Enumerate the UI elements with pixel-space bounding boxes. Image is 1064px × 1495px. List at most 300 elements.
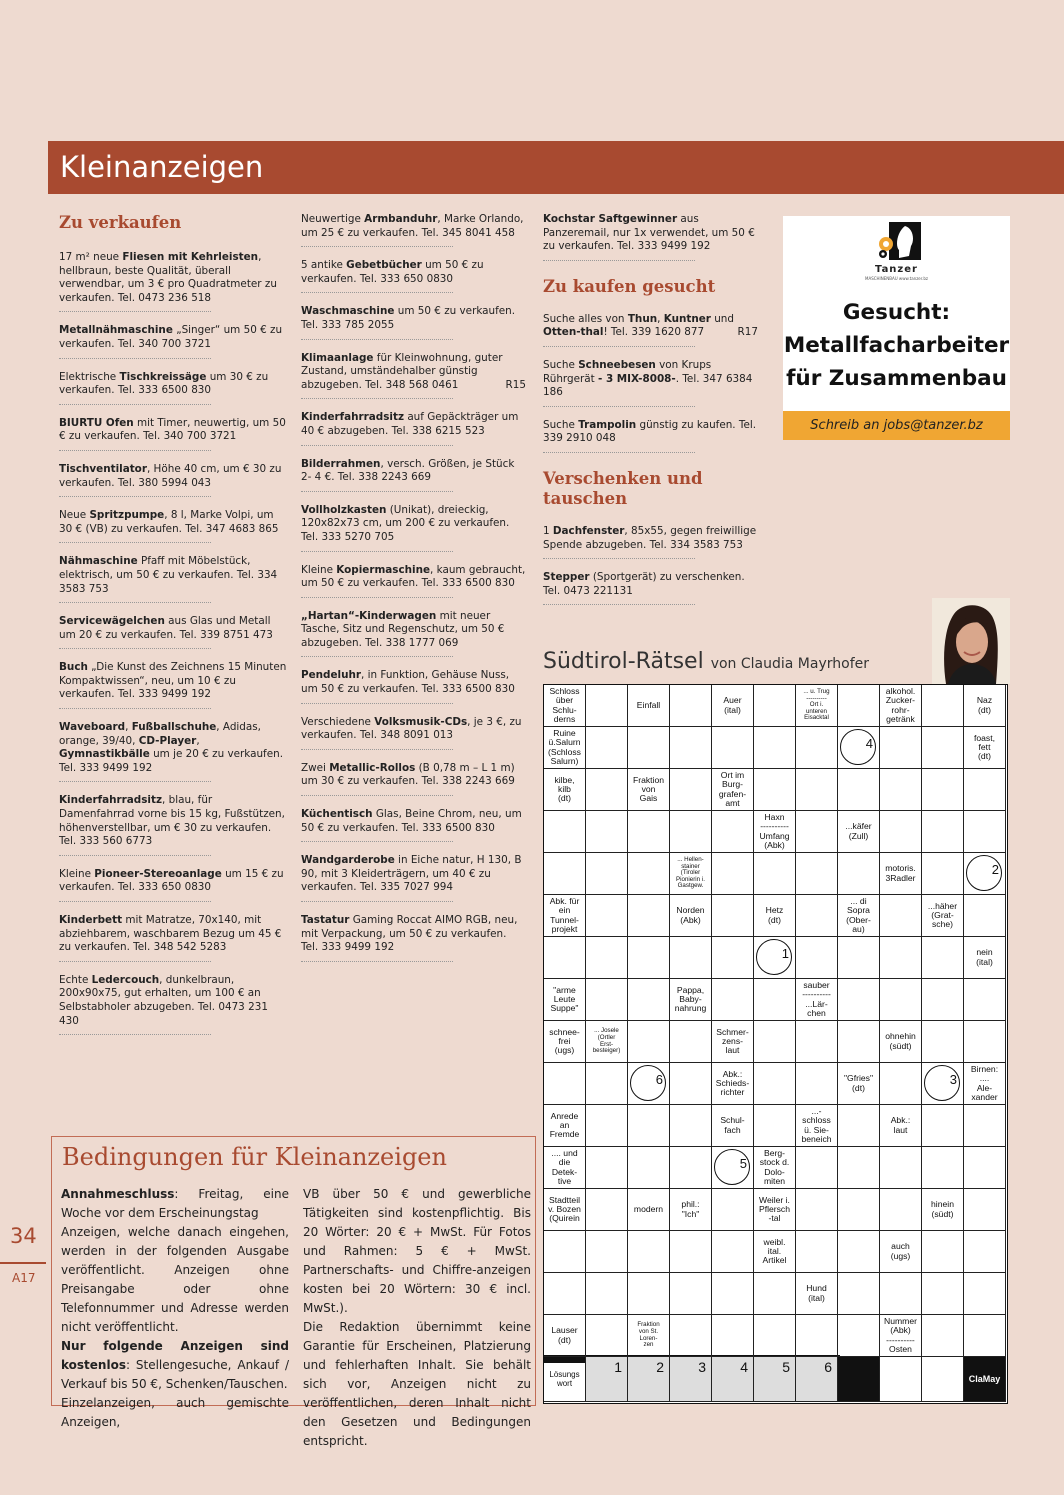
ad-text: 5 antike Gebetbücher um 50 € zu verkaufen. Tel. 333 650 0830 xyxy=(301,259,484,285)
solution-marker-number: 5 xyxy=(739,1156,747,1171)
ad-text: Zwei Metallic-Rollos (B 0,78 m – L 1 m) um 30 € zu verkaufen. Tel. 338 2243 669 xyxy=(301,761,515,788)
puzzle-name: Südtirol-Rätsel xyxy=(543,649,704,674)
crossword-cell[interactable] xyxy=(796,853,838,895)
ad-text: Tischventilator, Höhe 40 cm, um € 30 zu verkaufen. Tel. 380 5994 043 xyxy=(59,462,282,489)
crossword-cell[interactable] xyxy=(586,811,628,853)
solution-cell[interactable] xyxy=(754,1357,796,1402)
crossword-cell[interactable] xyxy=(628,811,670,853)
classified-ad xyxy=(301,808,522,842)
puzzle-author: von Claudia Mayrhofer xyxy=(710,656,869,672)
classified-ad xyxy=(301,213,524,247)
crossword-clue: schnee- frei (ugs) xyxy=(544,1021,586,1063)
crossword-cell[interactable] xyxy=(628,1063,670,1105)
classified-ad xyxy=(59,661,287,709)
crossword-cell[interactable] xyxy=(880,811,922,853)
classified-ad xyxy=(59,509,279,543)
solution-marker xyxy=(924,1065,960,1101)
solution-marker xyxy=(756,939,792,975)
crossword-clue: Auer (ital) xyxy=(712,685,754,727)
ad-list xyxy=(543,525,765,605)
crossword-clue: motoris. 3Radler xyxy=(880,853,922,895)
crossword-cell[interactable] xyxy=(670,1063,712,1105)
crossword-cell[interactable] xyxy=(628,1231,670,1273)
ads-column-3 xyxy=(543,213,765,617)
crossword-cell[interactable] xyxy=(670,769,712,811)
crossword-cell[interactable] xyxy=(586,1273,628,1315)
ad-text: 17 m² neue Fliesen mit Kehrleisten, hellbraun, beste Qualität, überall verwendbar, um 3 € pro Quadratmeter zu verkaufen. Tel. 0473 236 518 xyxy=(59,251,277,304)
crossword-cell[interactable] xyxy=(628,937,670,979)
classified-ad xyxy=(301,411,519,445)
job-headline: Gesucht: Metallfacharbeiter für Zusammenbau xyxy=(783,300,1010,391)
crossword-clue: Berg- stock d. Dolo- miten xyxy=(754,1147,796,1189)
crossword-cell[interactable] xyxy=(628,853,670,895)
classified-ad xyxy=(301,761,515,796)
puzzle-title xyxy=(543,649,869,674)
crossword-cell[interactable] xyxy=(754,1063,796,1105)
crossword-cell[interactable] xyxy=(544,1063,586,1105)
crossword-clue: Naz (dt) xyxy=(964,685,1006,727)
solution-blank xyxy=(922,1357,964,1402)
crossword-cell[interactable] xyxy=(964,895,1006,937)
crossword-cell[interactable] xyxy=(754,937,796,979)
ad-list xyxy=(59,251,289,1035)
classified-ad xyxy=(301,715,522,750)
crossword-cell[interactable] xyxy=(670,1315,712,1357)
job-contact-bar[interactable]: Schreib an jobs@tanzer.bz xyxy=(783,411,1010,440)
solution-cell[interactable] xyxy=(628,1357,670,1402)
ad-text: Suche Trampolin günstig zu kaufen. Tel. 339 2910 048 xyxy=(543,418,757,445)
crossword-cell[interactable] xyxy=(838,979,880,1021)
crossword-clue: Ort im Burg- grafen- amt xyxy=(712,769,754,811)
heading-zu-kaufen: Zu kaufen gesucht xyxy=(543,276,716,296)
ad-text: Metallnähmaschine „Singer“ um 50 € zu verkaufen. Tel. 340 700 3721 xyxy=(59,324,283,350)
crossword-cell[interactable] xyxy=(838,937,880,979)
crossword-cell[interactable] xyxy=(754,979,796,1021)
crossword-cell[interactable] xyxy=(670,1231,712,1273)
classified-ad xyxy=(543,524,757,559)
crossword-cell[interactable] xyxy=(922,811,964,853)
ad-text: BIURTU Ofen mit Timer, neuwertig, um 50 € zu verkaufen. Tel. 340 700 3721 xyxy=(59,416,286,443)
crossword-clue: weibl. ital. Artikel xyxy=(754,1231,796,1273)
crossword-cell[interactable] xyxy=(670,937,712,979)
crossword-cell[interactable] xyxy=(922,1147,964,1189)
crossword-cell[interactable] xyxy=(964,1021,1006,1063)
classified-ad xyxy=(59,462,282,497)
solution-marker xyxy=(966,855,1002,891)
crossword-cell[interactable] xyxy=(754,685,796,727)
crossword-cell[interactable] xyxy=(544,1231,586,1273)
crossword-cell[interactable] xyxy=(880,1189,922,1231)
solution-marker-number: 6 xyxy=(655,1072,663,1087)
classified-ad xyxy=(59,615,273,649)
ad-text: Kochstar Saftgewinner aus Panzeremail, nur 1x verwendet, um 50 € zu verkaufen. Tel. 333 9499 192 xyxy=(543,213,755,253)
solution-marker xyxy=(714,1149,750,1185)
crossword-cell[interactable] xyxy=(586,1315,628,1357)
crossword-grid[interactable] xyxy=(543,684,1008,1404)
crossword-clue: Abk. für ein Tunnel- projekt xyxy=(544,895,586,937)
crossword-clue: Hetz (dt) xyxy=(754,895,796,937)
crossword-cell[interactable] xyxy=(838,685,880,727)
crossword-cell[interactable] xyxy=(670,1021,712,1063)
crossword-cell[interactable] xyxy=(586,1063,628,1105)
ad-text: Neuwertige Armbanduhr, Marke Orlando, um 25 € zu verkaufen. Tel. 345 8041 458 xyxy=(301,213,524,239)
conditions-title: Bedingungen für Kleinanzeigen xyxy=(62,1143,447,1171)
crossword-cell[interactable] xyxy=(796,769,838,811)
conditions-text-left: Annahmeschluss: Freitag, eine Woche vor dem Erscheinungstag Anzeigen, welche danach eingehen, werden in der folgenden Ausgabe veröffentlicht. Anzeigen ohne Preisangabe oder ohne Telefonnummer und Adresse werden nicht veröffentlicht. Nur folgende Anzeigen sind kostenlos: Stellengesuche, Ankauf / Verkauf bis 50 €, Schenken/Tauschen. Einzelanzeigen, auch gemischte Anzeigen, xyxy=(61,1187,289,1429)
ad-text: Verschiedene Volksmusik-CDs, je 3 €, zu verkaufen. Tel. 348 8091 013 xyxy=(301,715,522,742)
solution-number: 1 xyxy=(614,1359,622,1375)
crossword-cell[interactable] xyxy=(922,1315,964,1357)
ad-text: Tastatur Gaming Roccat AIMO RGB, neu, mit Verpackung, um 50 € zu verkaufen. Tel. 333 9499 192 xyxy=(301,914,518,954)
crossword-cell[interactable] xyxy=(838,1315,880,1357)
crossword-clue: ...käfer (Zull) xyxy=(838,811,880,853)
ad-reference: R17 xyxy=(737,326,758,339)
crossword-cell[interactable] xyxy=(712,811,754,853)
crossword-cell[interactable] xyxy=(586,685,628,727)
crossword-clue: Schmer- zens- laut xyxy=(712,1021,754,1063)
ads-column-1 xyxy=(59,213,289,1047)
crossword-clue: Hund (ital) xyxy=(796,1273,838,1315)
ad-text: Kinderfahrradsitz auf Gepäckträger um 40 € abzugeben. Tel. 338 6215 523 xyxy=(301,411,519,437)
tanzer-logo-icon xyxy=(875,222,921,264)
crossword-cell[interactable] xyxy=(880,937,922,979)
crossword-clue: Abk.: laut xyxy=(880,1105,922,1147)
crossword-cell[interactable] xyxy=(880,1063,922,1105)
ad-list xyxy=(543,213,765,261)
solution-cell[interactable] xyxy=(586,1357,628,1402)
crossword-clue: sauber ---------- ...Lär- chen xyxy=(796,979,838,1021)
job-advertisement[interactable] xyxy=(783,216,1010,440)
classified-ad xyxy=(301,259,484,293)
classified-ad xyxy=(543,358,753,407)
crossword-clue: .... und die Detek- tive xyxy=(544,1147,586,1189)
ad-text: Elektrische Tischkreissäge um 30 € zu verkaufen. Tel. 333 6500 830 xyxy=(59,370,269,397)
ad-text: Nähmaschine Pfaff mit Möbelstück, elektrisch, um 50 € zu verkaufen. Tel. 334 3583 753 xyxy=(59,555,278,595)
heading-verschenken: Verschenken und tauschen xyxy=(543,468,703,508)
crossword-clue: phil.: "Ich" xyxy=(670,1189,712,1231)
solution-marker-number: 3 xyxy=(949,1072,957,1087)
solution-marker xyxy=(630,1065,666,1101)
crossword-clue: ...häher (Grat- sche) xyxy=(922,895,964,937)
crossword-cell[interactable] xyxy=(712,853,754,895)
ad-text: Servicewägelchen aus Glas und Metall um 20 € zu verkaufen. Tel. 339 8751 473 xyxy=(59,615,273,641)
ad-text: Bilderrahmen, versch. Größen, je Stück 2- 4 €. Tel. 338 2243 669 xyxy=(301,457,515,484)
crossword-clue: ohnehin (südt) xyxy=(880,1021,922,1063)
crossword-clue: Fraktion von St. Loren- zen xyxy=(628,1315,670,1357)
crossword-cell[interactable] xyxy=(586,937,628,979)
solution-number: 6 xyxy=(824,1359,832,1375)
crossword-cell[interactable] xyxy=(796,937,838,979)
brand-subtitle: MASCHINENBAU www.tanzer.bz xyxy=(865,276,928,281)
ad-text: Kinderfahrradsitz, blau, für Damenfahrrad vorne bis 15 kg, Fußstützen, höhenverstellbar, um € 30 zu verkaufen. Tel. 333 560 6773 xyxy=(59,794,285,848)
crossword-cell[interactable] xyxy=(628,1147,670,1189)
crossword-cell[interactable] xyxy=(964,1189,1006,1231)
ad-reference: R15 xyxy=(505,378,526,391)
crossword-cell[interactable] xyxy=(880,769,922,811)
crossword-cell[interactable] xyxy=(586,853,628,895)
ad-text: Waschmaschine um 50 € zu verkaufen. Tel. 333 785 2055 xyxy=(301,305,516,331)
classified-ad xyxy=(59,324,283,358)
classified-ad xyxy=(301,503,510,552)
page-reference: A17 xyxy=(12,1271,36,1285)
crossword-cell[interactable] xyxy=(670,1105,712,1147)
crossword-clue: Fraktion von Gais xyxy=(628,769,670,811)
crossword-cell[interactable] xyxy=(628,727,670,769)
crossword-cell[interactable] xyxy=(964,1105,1006,1147)
classified-ad xyxy=(301,457,515,492)
crossword-clue: alkohol. Zucker- rohr- getränk xyxy=(880,685,922,727)
ad-text: Pendeluhr, in Funktion, Gehäuse Nuss, um 50 € zu verkaufen. Tel. 333 6500 830 xyxy=(301,669,515,696)
crossword-cell[interactable] xyxy=(670,1273,712,1315)
crossword-cell[interactable] xyxy=(628,1021,670,1063)
crossword-cell[interactable] xyxy=(796,811,838,853)
crossword-cell[interactable] xyxy=(670,811,712,853)
crossword-clue: foast, fett (dt) xyxy=(964,727,1006,769)
solution-label: Lösungs wort xyxy=(544,1357,586,1402)
classified-ad xyxy=(301,914,518,962)
classified-ad xyxy=(301,609,505,658)
page-number-rule xyxy=(0,1262,46,1264)
ad-text: Suche Schneebesen von Krups Rührgerät - 3 MIX-8008-. Tel. 347 6384 186 xyxy=(543,358,753,399)
classified-ad xyxy=(59,251,277,312)
crossword-cell[interactable] xyxy=(754,1315,796,1357)
crossword-cell[interactable] xyxy=(712,1315,754,1357)
crossword-cell[interactable] xyxy=(964,979,1006,1021)
classified-ad xyxy=(59,867,284,902)
crossword-cell[interactable] xyxy=(712,1189,754,1231)
crossword-clue: "Gfries" (dt) xyxy=(838,1063,880,1105)
crossword-cell[interactable] xyxy=(754,853,796,895)
ad-text: Wandgarderobe in Eiche natur, H 130, B 90, mit 3 Kleiderträgern, um 40 € zu verkaufen. Tel. 335 7027 994 xyxy=(301,854,522,894)
crossword-clue: ... Josele (Ortler Erst- besteiger) xyxy=(586,1021,628,1063)
solution-cell[interactable] xyxy=(712,1357,754,1402)
crossword-cell[interactable] xyxy=(586,1105,628,1147)
crossword-cell[interactable] xyxy=(880,1147,922,1189)
crossword-cell[interactable] xyxy=(670,727,712,769)
crossword-cell[interactable] xyxy=(838,1021,880,1063)
ads-column-2 xyxy=(301,213,529,974)
crossword-cell[interactable] xyxy=(586,979,628,1021)
crossword-clue: Norden (Abk) xyxy=(670,895,712,937)
crossword-cell[interactable] xyxy=(922,685,964,727)
classified-ad xyxy=(59,555,278,603)
ad-text: Kleine Kopiermaschine, kaum gebraucht, um 50 € zu verkaufen. Tel. 333 6500 830 xyxy=(301,563,526,590)
crossword-cell[interactable] xyxy=(586,1231,628,1273)
crossword-cell[interactable] xyxy=(922,1231,964,1273)
crossword-cell[interactable] xyxy=(796,1315,838,1357)
crossword-cell[interactable] xyxy=(922,727,964,769)
crossword-clue: ... Hellen- stainer (Tiroler Pionierin i. Gastgew. xyxy=(670,853,712,895)
crossword-clue: "arme Leute Suppe" xyxy=(544,979,586,1021)
crossword-cell[interactable] xyxy=(922,1021,964,1063)
crossword-cell[interactable] xyxy=(922,979,964,1021)
ad-text: Waveboard, Fußballschuhe, Adidas, orange, 39/40, CD-Player, Gymnastikbälle um je 20 € zu verkaufen. Tel. 333 9499 192 xyxy=(59,721,283,774)
classified-ad xyxy=(59,973,268,1035)
conditions-box xyxy=(51,1136,536,1448)
crossword-cell[interactable] xyxy=(838,1231,880,1273)
section-title: Kleinanzeigen xyxy=(60,150,264,184)
classified-ad xyxy=(59,416,286,451)
ad-text: Neue Spritzpumpe, 8 l, Marke Volpi, um 30 € (VB) zu verkaufen. Tel. 347 4683 865 xyxy=(59,509,279,535)
solution-blank xyxy=(880,1357,922,1402)
crossword-cell[interactable] xyxy=(796,1147,838,1189)
ad-text: Buch „Die Kunst des Zeichnens 15 Minuten Kompaktwissen“, neu, um 10 € zu verkaufen. Tel. 333 9499 192 xyxy=(59,661,287,701)
crossword-cell[interactable] xyxy=(964,1231,1006,1273)
solution-cell[interactable] xyxy=(670,1357,712,1402)
ad-text: Klimaanlage für Kleinwohnung, guter Zustand, umständehalber günstig abzugeben. Tel. 348 568 0461 R15 xyxy=(301,351,526,391)
classified-ad xyxy=(543,418,757,453)
crossword-cell[interactable] xyxy=(796,1063,838,1105)
crossword-cell[interactable] xyxy=(880,895,922,937)
classified-ad xyxy=(59,914,282,962)
crossword-cell[interactable] xyxy=(754,727,796,769)
crossword-cell[interactable] xyxy=(754,1273,796,1315)
crossword-cell[interactable] xyxy=(922,1105,964,1147)
crossword-cell[interactable] xyxy=(670,685,712,727)
crossword-cell[interactable] xyxy=(544,811,586,853)
crossword-cell[interactable] xyxy=(586,1147,628,1189)
crossword-cell[interactable] xyxy=(880,979,922,1021)
crossword-clue: Schloss über Schlu- derns xyxy=(544,685,586,727)
crossword-cell[interactable] xyxy=(838,1273,880,1315)
solution-number: 2 xyxy=(656,1359,664,1375)
crossword-cell[interactable] xyxy=(922,853,964,895)
crossword-cell[interactable] xyxy=(880,1273,922,1315)
crossword-clue: Abk.: Schieds- richter xyxy=(712,1063,754,1105)
crossword-cell[interactable] xyxy=(628,979,670,1021)
crossword-cell[interactable] xyxy=(922,1273,964,1315)
crossword-clue: Ruine ü.Salurn (Schloss Salurn) xyxy=(544,727,586,769)
crossword-cell[interactable] xyxy=(796,1021,838,1063)
crossword-clue: Einfall xyxy=(628,685,670,727)
crossword-cell[interactable] xyxy=(586,769,628,811)
solution-cell[interactable] xyxy=(796,1357,838,1402)
crossword-cell[interactable] xyxy=(964,853,1006,895)
crossword-cell[interactable] xyxy=(922,1063,964,1105)
portrait-image xyxy=(932,598,1010,684)
ad-list xyxy=(301,213,529,962)
crossword-cell[interactable] xyxy=(628,895,670,937)
crossword-clue: Birnen: .... Ale- xander xyxy=(964,1063,1006,1105)
crossword-cell[interactable] xyxy=(712,1273,754,1315)
crossword-cell[interactable] xyxy=(838,1189,880,1231)
solution-number: 3 xyxy=(698,1359,706,1375)
crossword-cell[interactable] xyxy=(838,1147,880,1189)
crossword-cell[interactable] xyxy=(712,895,754,937)
crossword-clue: auch (ugs) xyxy=(880,1231,922,1273)
ad-list xyxy=(543,313,765,453)
ad-text: Suche alles von Thun, Kuntner und Otten-thal! Tel. 339 1620 877 R17 xyxy=(543,312,758,339)
crossword-cell[interactable] xyxy=(670,1147,712,1189)
crossword-cell[interactable] xyxy=(964,1273,1006,1315)
crossword-cell[interactable] xyxy=(796,1189,838,1231)
crossword-cell[interactable] xyxy=(544,853,586,895)
classified-ad xyxy=(543,571,745,605)
ad-text: Stepper (Sportgerät) zu verschenken. Tel. 0473 221131 xyxy=(543,571,745,597)
ad-text: 1 Dachfenster, 85x55, gegen freiwillige Spende abzugeben. Tel. 334 3583 753 xyxy=(543,524,757,551)
crossword-clue: Haxn ---------- Umfang (Abk) xyxy=(754,811,796,853)
page-number: 34 xyxy=(10,1224,37,1248)
crossword-cell[interactable] xyxy=(628,1105,670,1147)
crossword-cell[interactable] xyxy=(628,1273,670,1315)
crossword-clue: Lauser (dt) xyxy=(544,1315,586,1357)
crossword-cell[interactable] xyxy=(880,727,922,769)
solution-blank xyxy=(838,1357,880,1402)
crossword-clue: kilbe, kilb (dt) xyxy=(544,769,586,811)
classified-ad xyxy=(543,312,758,347)
crossword-clue: hinein (südt) xyxy=(922,1189,964,1231)
crossword-clue: Schul- fach xyxy=(712,1105,754,1147)
crossword-clue: Nummer (Abk) ---------- Osten xyxy=(880,1315,922,1357)
classified-ad xyxy=(59,794,285,855)
crossword-cell[interactable] xyxy=(838,853,880,895)
solution-marker-number: 1 xyxy=(781,946,789,961)
crossword-cell[interactable] xyxy=(754,1105,796,1147)
crossword-cell[interactable] xyxy=(586,1189,628,1231)
crossword-cell[interactable] xyxy=(838,1105,880,1147)
crossword-cell[interactable] xyxy=(712,727,754,769)
crossword-cell[interactable] xyxy=(796,727,838,769)
crossword-clue: Pappa, Baby- nahrung xyxy=(670,979,712,1021)
crossword-cell[interactable] xyxy=(586,895,628,937)
crossword-cell[interactable] xyxy=(586,727,628,769)
crossword-cell[interactable] xyxy=(964,769,1006,811)
ad-text: Vollholzkasten (Unikat), dreieckig, 120x82x73 cm, um 200 € zu verkaufen. Tel. 333 5270 705 xyxy=(301,503,510,543)
crossword-cell[interactable] xyxy=(544,1273,586,1315)
crossword-cell[interactable] xyxy=(754,769,796,811)
crossword-cell[interactable] xyxy=(754,1021,796,1063)
crossword-clue: Stadtteil v. Bozen (Quirein xyxy=(544,1189,586,1231)
crossword-clue: ...- schloss ü. Sie- beneich xyxy=(796,1105,838,1147)
classified-ad xyxy=(301,669,515,703)
crossword-cell[interactable] xyxy=(964,811,1006,853)
brand-name: Tanzer xyxy=(875,264,918,275)
crossword-cell[interactable] xyxy=(796,1231,838,1273)
solution-marker-number: 4 xyxy=(865,736,873,751)
classified-ad xyxy=(59,721,283,782)
crossword-cell[interactable] xyxy=(712,937,754,979)
crossword-cell[interactable] xyxy=(712,979,754,1021)
crossword-cell[interactable] xyxy=(922,937,964,979)
crossword-clue: Weiler i. Pflersch -tal xyxy=(754,1189,796,1231)
crossword-clue: modern xyxy=(628,1189,670,1231)
crossword-clue: Anrede an Fremde xyxy=(544,1105,586,1147)
author-photo xyxy=(932,598,1010,684)
crossword-cell[interactable] xyxy=(922,769,964,811)
classified-ad xyxy=(543,213,755,261)
heading-zu-verkaufen: Zu verkaufen xyxy=(59,213,182,232)
crossword-clue: ... di Sopra (Ober- au) xyxy=(838,895,880,937)
crossword-cell[interactable] xyxy=(964,1147,1006,1189)
conditions-text-right: VB über 50 € und gewerbliche Tätigkeiten sind kostenpflichtig. Bis 20 Wörter: 20 € + MwSt. Für Fotos und Rahmen: 5 € + MwSt. Partnerschafts- und Chiffre-anzeigen kosten bei 20 Wörtern: 30 € incl. MwSt.). Die Redaktion übernimmt keine Garantie für Erscheinen, Platzierung und fehlerhaften Inhalt. Sie behält sich vor, Anzeigen nicht zu veröffentlichen, deren Inhalt nicht den Gesetzen und Bedingungen entspricht. xyxy=(303,1187,531,1448)
crossword-cell[interactable] xyxy=(796,895,838,937)
crossword-cell[interactable] xyxy=(712,1231,754,1273)
section-banner xyxy=(48,141,1064,194)
ad-text: Echte Ledercouch, dunkelbraun, 200x90x75, gut erhalten, um 100 € an Selbstabholer abzugeben. Tel. 0473 231 430 xyxy=(59,973,268,1027)
classified-ad xyxy=(301,563,526,598)
crossword-cell[interactable] xyxy=(964,1315,1006,1357)
crossword-cell[interactable] xyxy=(544,937,586,979)
classified-ad xyxy=(301,305,516,339)
crossword-cell[interactable] xyxy=(712,1147,754,1189)
crossword-clue: ... u. Trug ---------- Ort i. unteren Eisacktal xyxy=(796,685,838,727)
crossword-cell[interactable] xyxy=(838,727,880,769)
crossword-cell[interactable] xyxy=(838,769,880,811)
ad-text: Kleine Pioneer-Stereoanlage um 15 € zu verkaufen. Tel. 333 650 0830 xyxy=(59,867,284,894)
ad-text: „Hartan“-Kinderwagen mit neuer Tasche, Sitz und Regenschutz, um 50 € abzugeben. Tel. 338 1777 069 xyxy=(301,609,505,649)
classified-ad xyxy=(59,370,269,405)
solution-number: 5 xyxy=(782,1359,790,1375)
